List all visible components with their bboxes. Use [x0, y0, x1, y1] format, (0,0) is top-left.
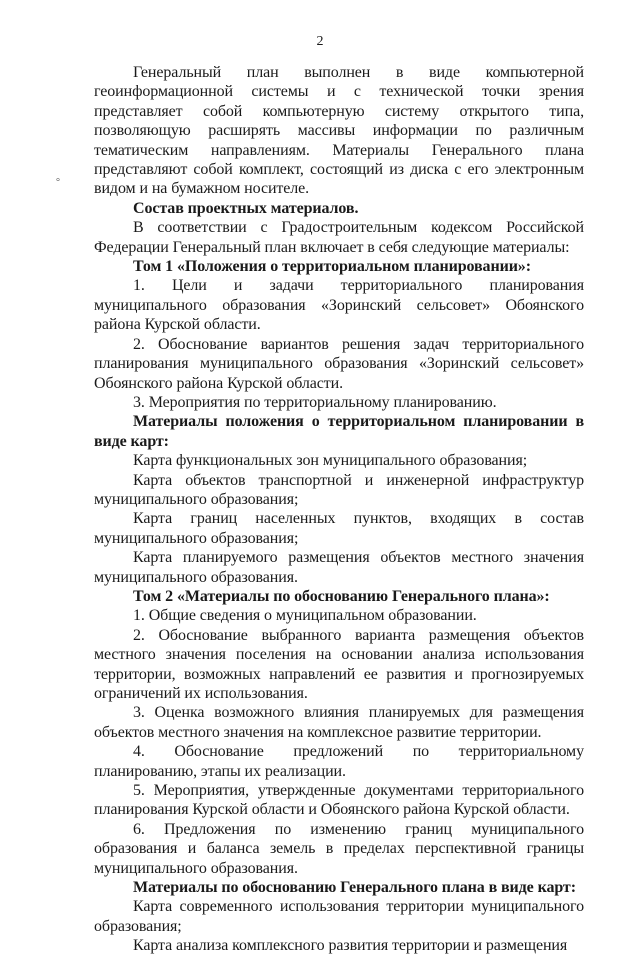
list-item: 6. Предложения по изменению границ муниципального образования и баланса земель в пределах перспективной границы муниципального образования. — [94, 820, 584, 877]
list-item: 1. Общие сведения о муниципальном образовании. — [133, 607, 477, 625]
heading-volume-2-maps: Материалы по обоснованию Генерального плана в виде карт: — [133, 879, 576, 897]
document-body — [94, 63, 584, 956]
list-item: 5. Мероприятия, утвержденные документами территориального планирования Курской области и Обоянского района Курской области. — [94, 782, 584, 819]
paragraph-accordance: В соответствии с Градостроительным кодексом Российской Федерации Генеральный план включает в себя следующие материалы: — [94, 219, 584, 256]
margin-mark: ° — [56, 177, 60, 188]
heading-volume-1: Том 1 «Положения о территориальном планировании»: — [133, 258, 531, 276]
paragraph-intro: Генеральный план выполнен в виде компьютерной геоинформационной системы и с технической точки зрения представляет собой компьютерную систему открытого типа, позволяющую расширять массивы информации по различным тематическим направлениям. Материалы Генерального плана представляют собой комплект, состоящий из диска с его электронным видом и на бумажном носителе. — [94, 64, 584, 198]
heading-composition: Состав проектных материалов. — [133, 199, 359, 217]
list-item: 2. Обоснование вариантов решения задач территориального планирования муниципального образования «Зоринский сельсовет» Обоянского района Курской области. — [94, 335, 584, 392]
list-item: 4. Обоснование предложений по территориальному планированию, этапы их реализации. — [94, 743, 584, 780]
list-item: Карта анализа комплексного развития территории и размещения — [133, 937, 568, 955]
page-number: 2 — [316, 34, 324, 49]
list-item: 3. Мероприятия по территориальному планированию. — [133, 393, 497, 411]
list-item: Карта объектов транспортной и инженерной инфраструктур муниципального образования; — [94, 471, 584, 508]
heading-volume-2: Том 2 «Материалы по обоснованию Генерального плана»: — [133, 587, 550, 605]
list-item: 2. Обоснование выбранного варианта размещения объектов местного значения поселения на основании анализа использования территории, возможных направлений ее развития и прогнозируемых ограничений их использования. — [94, 626, 584, 702]
heading-volume-1-maps: Материалы положения о территориальном планировании в виде карт: — [94, 413, 584, 450]
list-item: Карта функциональных зон муниципального образования; — [133, 452, 528, 470]
list-item: 3. Оценка возможного влияния планируемых для размещения объектов местного значения на комплексное развитие территории. — [94, 704, 584, 741]
list-item: 1. Цели и задачи территориального планирования муниципального образования «Зоринский сельсовет» Обоянского района Курской области. — [94, 277, 584, 334]
list-item: Карта планируемого размещения объектов местного значения муниципального образования. — [94, 549, 584, 586]
list-item: Карта границ населенных пунктов, входящих в состав муниципального образования; — [94, 510, 584, 547]
list-item: Карта современного использования территории муниципального образования; — [94, 898, 584, 935]
